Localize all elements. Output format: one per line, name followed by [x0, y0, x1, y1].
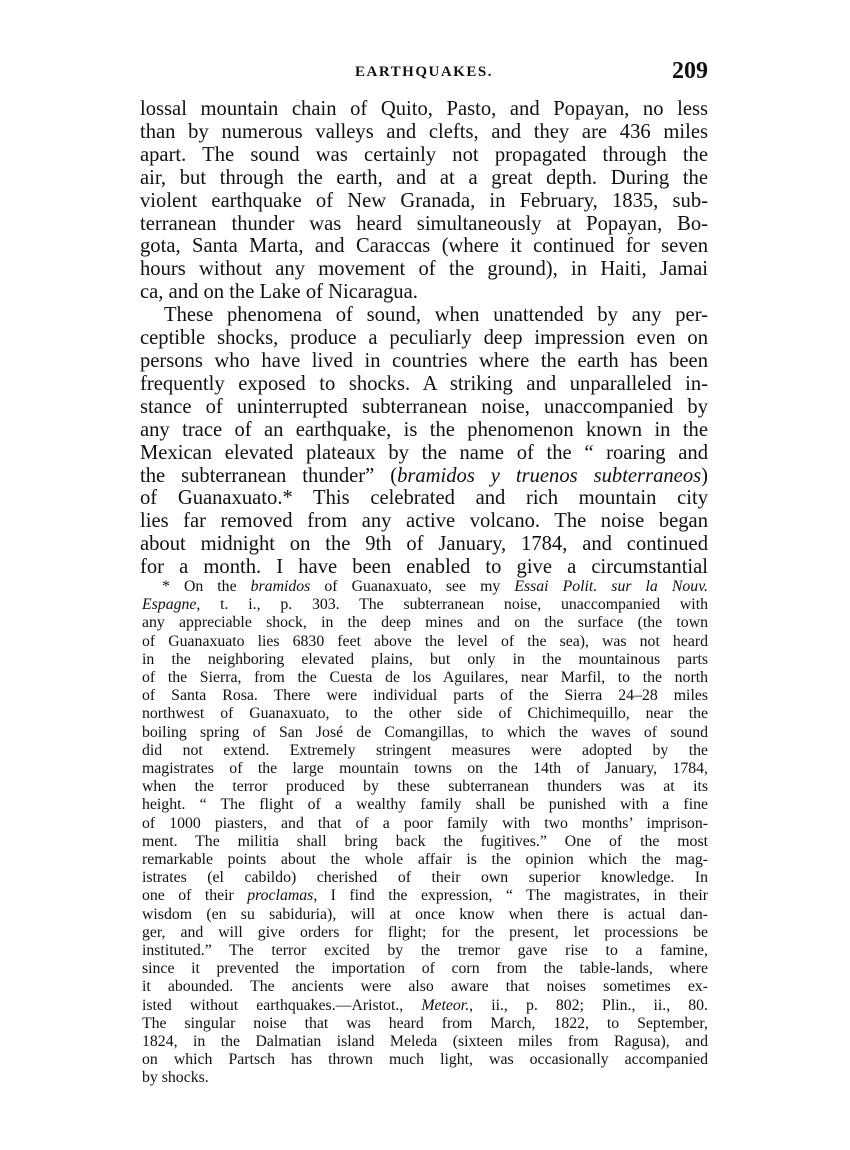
footnote-line: did not extend. Extremely stringent measures were adopted by the	[142, 741, 708, 759]
main-text	[140, 98, 708, 579]
footnote-line: since it prevented the importation of corn from the table-lands, where	[142, 960, 708, 978]
footnote-line: northwest of Guanaxuato, to the other side of Chichimequillo, near the	[142, 705, 708, 723]
text-line	[140, 465, 708, 488]
text-line: ceptible shocks, produce a peculiarly deep impression even on	[140, 327, 708, 350]
text-line	[140, 304, 708, 327]
footnote-line: instituted.” The terror excited by the tremor gave rise to a famine,	[142, 942, 708, 960]
footnote-line	[142, 887, 708, 905]
page-number: 209	[672, 58, 708, 84]
text-line: ca, and on the Lake of Nicaragua.	[140, 281, 418, 304]
footnote-line: boiling spring of San José de Comangillas, to which the waves of sound	[142, 723, 708, 741]
text-segment: , t. i., p. 303. The subterranean noise, unaccompanied with	[196, 596, 708, 614]
page-header	[140, 58, 708, 92]
footnote-line: any appreciable shock, in the deep mines and on the surface (the town	[142, 614, 708, 632]
footnote-line: of the Sierra, from the Cuesta de los Aguilares, near Marfil, to the north	[142, 669, 708, 687]
text-line: gota, Santa Marta, and Caraccas (where it continued for seven	[140, 235, 708, 258]
footnote-line: on which Partsch has thrown much light, was occasionally accompanied	[142, 1051, 708, 1069]
text-segment: )	[701, 464, 708, 487]
italic-term: Espagne	[142, 596, 197, 614]
running-title: EARTHQUAKES.	[355, 64, 493, 80]
italic-term: bramidos y truenos subterraneos	[397, 464, 702, 487]
footnote-line: 1824, in the Dalmatian island Meleda (sixteen miles from Ragusa), and	[142, 1033, 708, 1051]
footnote-line: of Guanaxuato lies 6830 feet above the level of the sea), was not heard	[142, 632, 708, 650]
footnote-line: in the neighboring elevated plains, but only in the mountainous parts	[142, 650, 708, 668]
footnote-line: wisdom (en su sabiduria), will at once know when there is actual dan-	[142, 905, 708, 923]
footnote-line: of 1000 piasters, and that of a poor family with two months’ imprison-	[142, 814, 708, 832]
footnote-line	[142, 596, 708, 614]
text-segment: one of their	[142, 887, 248, 905]
text-line: violent earthquake of New Granada, in February, 1835, sub-	[140, 189, 708, 212]
text-line: Mexican elevated plateaux by the name of the “ roaring and	[140, 441, 708, 464]
text-line: lies far removed from any active volcano. The noise began	[140, 510, 708, 533]
text-line: of Guanaxuato.* This celebrated and rich mountain city	[140, 487, 708, 510]
text-line: than by numerous valleys and clefts, and they are 436 miles	[140, 120, 708, 143]
text-line: any trace of an earthquake, is the phenomenon known in the	[140, 418, 708, 441]
footnote-line: of Santa Rosa. There were individual parts of the Sierra 24–28 miles	[142, 687, 708, 705]
footnote-line	[142, 578, 708, 596]
footnote-line: remarkable points about the whole affair is the opinion which the mag-	[142, 851, 708, 869]
footnote-line: istrates (el cabildo) cherished of their own superior knowledge. In	[142, 869, 708, 887]
italic-term: bramidos	[250, 578, 311, 595]
footnote-line: height. “ The flight of a wealthy family shall be punished with a fine	[142, 796, 708, 814]
footnote-line: The singular noise that was heard from March, 1822, to September,	[142, 1014, 708, 1032]
text-line: persons who have lived in countries where the earth has been	[140, 349, 708, 372]
text-line: apart. The sound was certainly not propagated through the	[140, 143, 708, 166]
footnote-line: ment. The militia shall bring back the fugitives.” One of the most	[142, 832, 708, 850]
text-line: lossal mountain chain of Quito, Pasto, and Popayan, no less	[140, 98, 708, 120]
italic-term: proclamas	[247, 887, 314, 905]
text-line: about midnight on the 9th of January, 1784, and continued	[140, 533, 708, 556]
text-segment: isted without earthquakes.—Aristot.,	[142, 996, 422, 1014]
text-line: air, but through the earth, and at a great depth. During the	[140, 166, 708, 189]
text-line: stance of uninterrupted subterranean noise, unaccompanied by	[140, 395, 708, 418]
footnote-line: when the terror produced by these subterranean thunders was at its	[142, 778, 708, 796]
footnote	[142, 578, 708, 1088]
text-line: for a month. I have been enabled to give a circumstantial	[140, 556, 708, 579]
footnote-line: ger, and will give orders for flight; for the present, let processions be	[142, 923, 708, 941]
text-line: terranean thunder was heard simultaneously at Popayan, Bo-	[140, 212, 708, 235]
text-segment: , ii., p. 802; Plin., ii., 80.	[469, 996, 708, 1014]
text-segment: the subterranean thunder” (	[140, 464, 398, 487]
text-segment: , I find the expression, “ The magistrates, in their	[313, 887, 708, 905]
text-segment: of Guanaxuato, see my	[310, 578, 515, 595]
text-line: hours without any movement of the ground), in Haiti, Jamai	[140, 258, 708, 281]
text-segment: * On the	[162, 578, 251, 595]
footnote-line: magistrates of the large mountain towns on the 14th of January, 1784,	[142, 760, 708, 778]
footnote-line	[142, 997, 708, 1015]
italic-term: Essai Polit. sur la Nouv.	[514, 578, 708, 595]
footnote-line: by shocks.	[142, 1069, 209, 1087]
italic-term: Meteor.	[421, 996, 470, 1014]
text-segment: These phenomena of sound, when unattended by any per-	[164, 304, 708, 327]
footnote-line: it abounded. The ancients were also aware that noises sometimes ex-	[142, 978, 708, 996]
text-line: frequently exposed to shocks. A striking and unparalleled in-	[140, 372, 708, 395]
